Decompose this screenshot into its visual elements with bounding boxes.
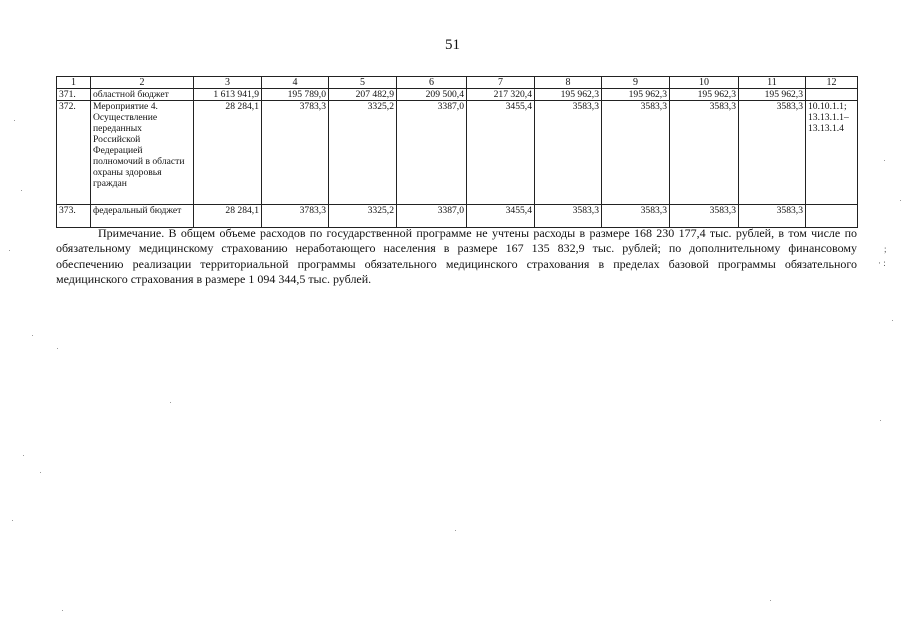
value-cell: 3583,3 [535, 205, 602, 228]
column-header: 11 [739, 77, 806, 89]
value-cell: 3583,3 [670, 205, 739, 228]
column-header: 4 [262, 77, 329, 89]
column-header: 9 [602, 77, 670, 89]
scan-speck [900, 200, 901, 201]
scan-speck [880, 420, 881, 421]
column-header: 5 [329, 77, 397, 89]
value-cell: 3455,4 [467, 205, 535, 228]
value-cell: 3583,3 [602, 205, 670, 228]
column-header: 10 [670, 77, 739, 89]
scan-speck [170, 402, 171, 403]
value-cell: 207 482,9 [329, 89, 397, 101]
row-number: 373. [57, 205, 91, 228]
scan-edge-mark: ; [884, 244, 887, 254]
scan-speck [21, 190, 22, 191]
column-header: 8 [535, 77, 602, 89]
value-cell: 217 320,4 [467, 89, 535, 101]
column-header: 12 [806, 77, 858, 89]
column-header: 7 [467, 77, 535, 89]
value-cell: 3583,3 [739, 101, 806, 205]
scan-speck [32, 335, 33, 336]
value-cell: 209 500,4 [397, 89, 467, 101]
column-header: 3 [194, 77, 262, 89]
value-cell: 3583,3 [670, 101, 739, 205]
footnote-text: Примечание. В общем объеме расходов по государственной программе не учтены расходы в размере 168 230 177,4 тыс. рублей, в том числе по обязательному медицинскому страхованию неработающего населения в размере 167 135 832,9 тыс. рублей; по дополнительному финансовому обеспечению реализации территориальной программы обязательного медицинского страхования в пределах базовой программы обязательного медицинского страхования в размере 1 094 344,5 тыс. рублей. [56, 226, 857, 286]
reference-cell [806, 89, 858, 101]
value-cell: 3387,0 [397, 101, 467, 205]
value-cell: 3583,3 [739, 205, 806, 228]
reference-cell [806, 205, 858, 228]
value-cell: 28 284,1 [194, 101, 262, 205]
value-cell: 28 284,1 [194, 205, 262, 228]
scan-speck [12, 520, 13, 521]
value-cell: 195 962,3 [535, 89, 602, 101]
scan-speck [892, 320, 893, 321]
table-row [57, 205, 858, 228]
value-cell: 195 789,0 [262, 89, 329, 101]
column-header: 6 [397, 77, 467, 89]
page-number: 51 [445, 37, 460, 53]
value-cell: 1 613 941,9 [194, 89, 262, 101]
scan-speck [14, 120, 15, 121]
scan-speck [770, 600, 771, 601]
row-number: 371. [57, 89, 91, 101]
reference-cell: 10.10.1.1; 13.13.1.1–13.13.1.4 [806, 101, 858, 205]
value-cell: 3455,4 [467, 101, 535, 205]
scan-speck [40, 472, 41, 473]
value-cell: 195 962,3 [670, 89, 739, 101]
value-cell: 3583,3 [535, 101, 602, 205]
scan-speck [455, 530, 456, 531]
column-header: 2 [91, 77, 194, 89]
row-name: областной бюджет [91, 89, 194, 101]
scan-speck [57, 348, 58, 349]
row-name: Мероприятие 4. Осуществление переданных Российской Федерацией полномочий в области охраны здоровья граждан [91, 101, 194, 205]
scan-edge-mark: · : [878, 258, 886, 268]
value-cell: 195 962,3 [602, 89, 670, 101]
value-cell: 3583,3 [602, 101, 670, 205]
scan-speck [884, 160, 885, 161]
value-cell: 3783,3 [262, 205, 329, 228]
table-header-row [57, 77, 858, 89]
budget-table [56, 76, 858, 228]
row-name: федеральный бюджет [91, 205, 194, 228]
table-row [57, 89, 858, 101]
scan-speck [23, 455, 24, 456]
column-header: 1 [57, 77, 91, 89]
value-cell: 3387,0 [397, 205, 467, 228]
scan-speck [62, 610, 63, 611]
value-cell: 3325,2 [329, 101, 397, 205]
value-cell: 195 962,3 [739, 89, 806, 101]
value-cell: 3325,2 [329, 205, 397, 228]
row-number: 372. [57, 101, 91, 205]
scan-speck [9, 250, 10, 251]
table-row [57, 101, 858, 205]
value-cell: 3783,3 [262, 101, 329, 205]
